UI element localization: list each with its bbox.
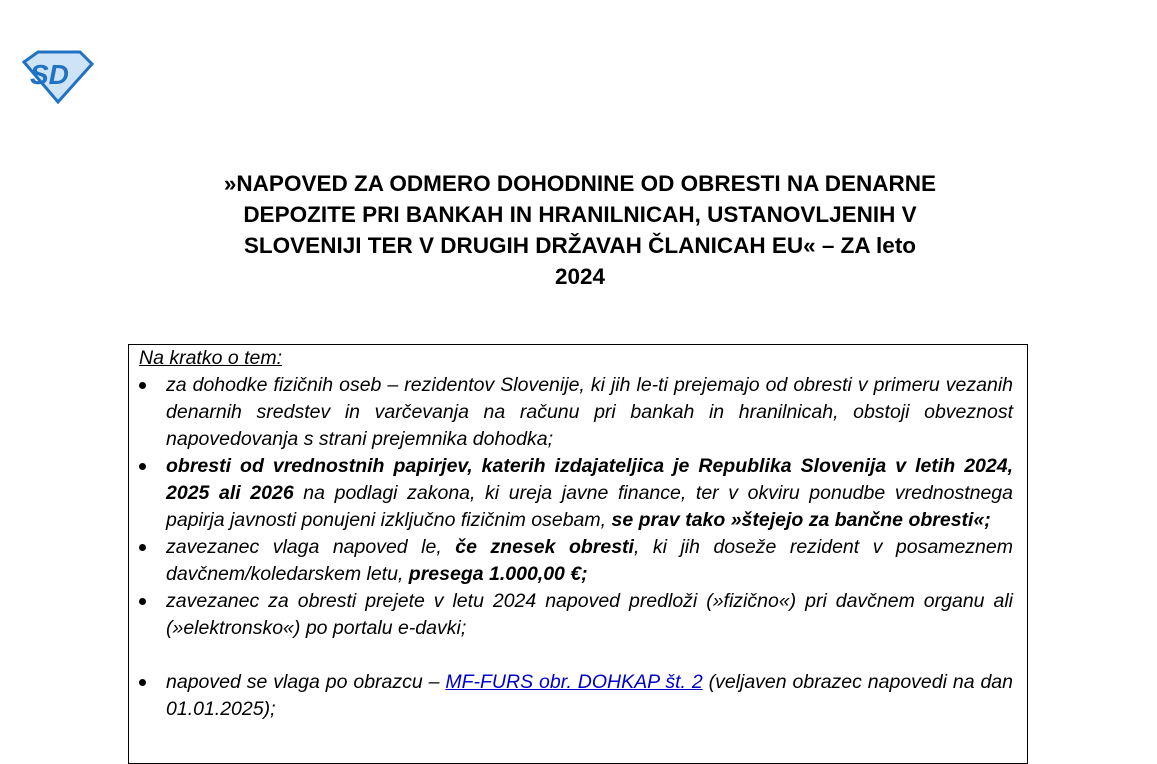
item-text: na podlagi zakona, ki ureja javne finance, ter v okviru ponudbe vrednostnega papirja javnosti ponujeni izključno fizičnim osebam, xyxy=(166,482,1013,531)
title-line: DEPOZITE PRI BANKAH IN HRANILNICAH, USTANOVLJENIH V xyxy=(243,202,917,227)
document-title xyxy=(140,168,1020,292)
list-item xyxy=(129,534,1021,588)
summary-heading: Na kratko o tem: xyxy=(139,347,283,369)
list-item xyxy=(129,588,1021,642)
form-link[interactable]: MF-FURS obr. DOHKAP št. 2 xyxy=(445,671,703,693)
bullet-icon xyxy=(139,382,146,389)
summary-box xyxy=(128,344,1028,764)
item-text: , ki jih doseže rezident v posameznem davčnem/koledarskem letu, xyxy=(166,536,1013,585)
list-item xyxy=(129,453,1021,534)
list-item xyxy=(129,372,1021,453)
bullet-icon xyxy=(139,598,146,605)
summary-list xyxy=(129,372,1021,723)
title-line: 2024 xyxy=(554,264,606,289)
item-bold-text: obresti od vrednostnih papirjev, katerih izdajateljica je Republika Slovenija v letih 2024, 2025 ali 2026 xyxy=(166,455,1013,504)
item-bold-text: se prav tako »štejejo za bančne obresti«; xyxy=(611,509,991,531)
bullet-icon xyxy=(139,544,146,551)
item-bold-text: če znesek obresti xyxy=(455,536,634,558)
company-logo xyxy=(22,48,94,104)
bullet-icon xyxy=(139,463,146,470)
item-text: zavezanec vlaga napoved le, xyxy=(166,536,456,558)
title-line: SLOVENIJI TER V DRUGIH DRŽAVAH ČLANICAH EU« – ZA leto xyxy=(243,233,917,258)
svg-text:SD: SD xyxy=(30,59,69,90)
item-text: zavezanec za obresti prejete v letu 2024 napoved predloži (»fizično«) pri davčnem organu ali (»elektronsko«) po portalu e-davki; xyxy=(166,590,1013,639)
list-item xyxy=(129,669,1021,723)
item-text: (veljaven obrazec napovedi na dan 01.01.2025); xyxy=(166,671,1013,720)
bullet-icon xyxy=(139,679,146,686)
title-line: »NAPOVED ZA ODMERO DOHODNINE OD OBRESTI NA DENARNE xyxy=(223,171,937,196)
item-text: za dohodke fizičnih oseb – rezidentov Slovenije, ki jih le-ti prejemajo od obresti v primeru vezanih denarnih sredstev in varčevanja na računu pri bankah in hranilnicah, obstoji obveznost napovedovanja s strani prejemnika dohodka; xyxy=(166,374,1013,450)
item-bold-text: presega 1.000,00 €; xyxy=(408,563,588,585)
item-text: napoved se vlaga po obrazcu – xyxy=(166,671,446,693)
